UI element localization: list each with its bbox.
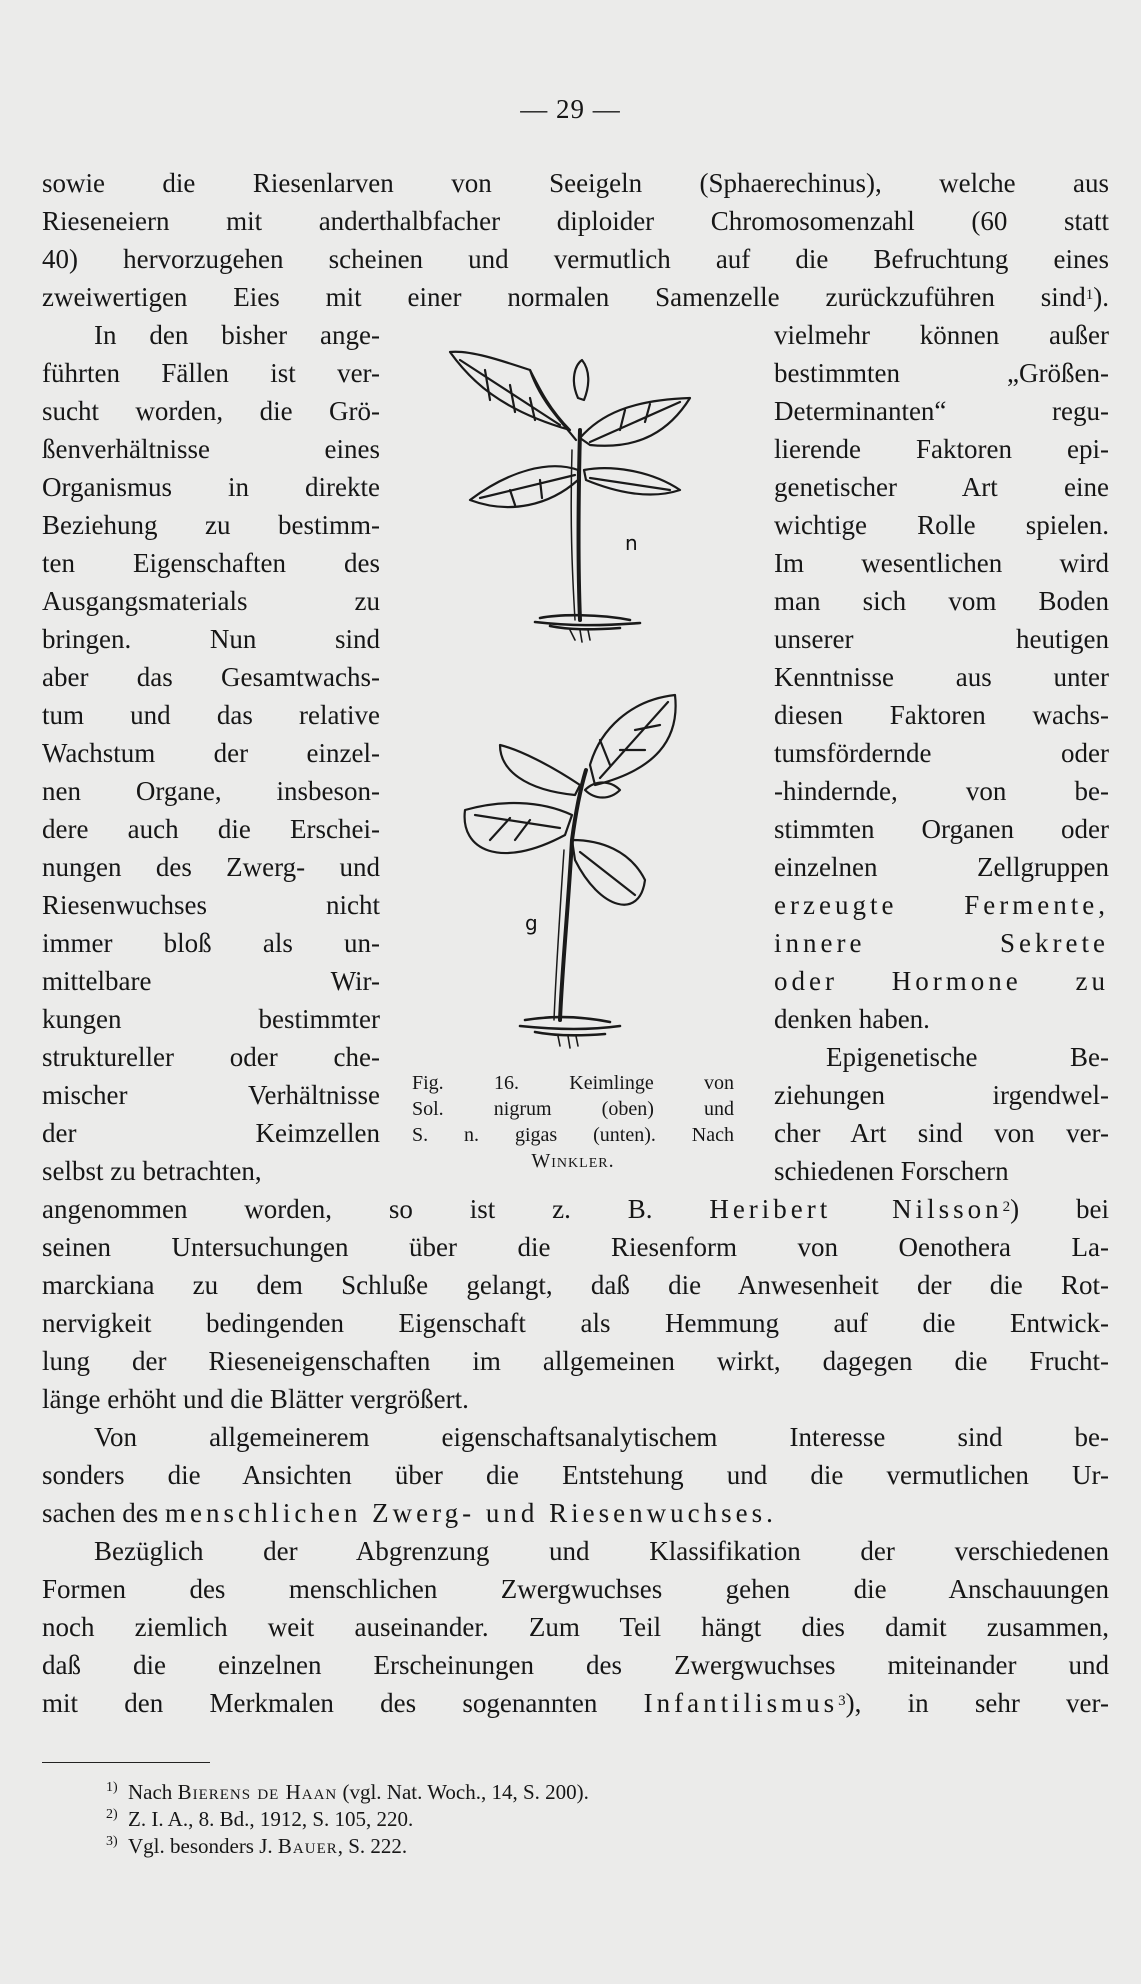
left-column-line: ten Eigenschaften des	[42, 548, 380, 578]
text-line	[42, 1380, 1109, 1418]
right-column-line: erzeugte Fermente,	[774, 890, 1109, 920]
footnote-text: Vgl. besonders J.	[128, 1834, 278, 1858]
text-segment: Von allgemeinerem eigenschaftsanalytischem Interesse sind be-	[94, 1422, 1109, 1452]
right-column-line: Epigenetische Be-	[826, 1042, 1109, 1072]
text-line	[42, 1304, 1109, 1342]
right-column-line: innere Sekrete	[774, 928, 1109, 958]
footnote-ref: 2	[1002, 1199, 1011, 1215]
text-segment: Bezüglich der Abgrenzung und Klassifikation der verschiedenen	[94, 1536, 1109, 1566]
text-segment: ) bei	[1010, 1194, 1109, 1224]
right-column-line: ziehungen irgendwel-	[774, 1080, 1109, 1110]
figure-caption	[412, 1070, 734, 1174]
left-column-line: Riesenwuchses nicht	[42, 890, 380, 920]
right-column-line: Im wesentlichen wird	[774, 548, 1109, 578]
text-segment: angenommen worden, so ist z. B.	[42, 1194, 710, 1224]
left-column-line: immer bloß als un-	[42, 928, 380, 958]
right-column-line: cher Art sind von ver-	[774, 1118, 1109, 1148]
text-segment: sonders die Ansichten über die Entstehung und die vermutlichen Ur-	[42, 1460, 1109, 1490]
right-column-line: unserer heutigen	[774, 624, 1109, 654]
left-column-line: dere auch die Erschei-	[42, 814, 380, 844]
right-column-line: schiedenen Forschern	[774, 1156, 1009, 1186]
spaced-emphasis: Heribert Nilsson	[709, 1194, 1003, 1224]
left-column-line: Ausgangsmaterials zu	[42, 586, 380, 616]
text-segment: seinen Untersuchungen über die Riesenform von Oenothera La-	[42, 1232, 1109, 1262]
seedling-g-drawing	[465, 695, 676, 1048]
footnote	[106, 1832, 408, 1860]
text-segment: ), in sehr ver-	[845, 1688, 1109, 1718]
footnote-text: , S. 222.	[337, 1834, 408, 1858]
right-column-line: einzelnen Zellgruppen	[774, 852, 1109, 882]
left-column-line: bringen. Nun sind	[42, 624, 380, 654]
text-line: 40) hervorzugehen scheinen und vermutlich auf die Befruchtung eines	[42, 244, 1109, 274]
right-column-line: oder Hormone zu	[774, 966, 1109, 996]
left-column-line: Organismus in direkte	[42, 472, 380, 502]
text-line	[42, 1532, 1109, 1570]
caption-line: S. n. gigas (unten). Nach	[412, 1124, 734, 1146]
right-column-line: denken haben.	[774, 1004, 930, 1034]
text-segment: .	[766, 1498, 773, 1528]
right-column-line: bestimmten „Größen-	[774, 358, 1109, 388]
page-number: — 29 —	[520, 94, 621, 124]
text-line	[42, 1608, 1109, 1646]
footnote-author: Bauer	[277, 1834, 338, 1858]
caption-line: Sol. nigrum (oben) und	[412, 1098, 734, 1120]
text-line	[42, 1494, 1109, 1532]
left-column-line: mittelbare Wir-	[42, 966, 380, 996]
text-segment: sachen des	[42, 1498, 165, 1528]
left-column-line: Wachstum der einzel-	[42, 738, 380, 768]
left-column-line: Beziehung zu bestimm-	[42, 510, 380, 540]
seedling-n-drawing	[450, 352, 690, 642]
text-segment: länge erhöht und die Blätter vergrößert.	[42, 1384, 469, 1414]
left-column-line: nungen des Zwerg- und	[42, 852, 380, 882]
right-column-line: Kenntnisse aus unter	[774, 662, 1109, 692]
left-column-line: struktureller oder che-	[42, 1042, 380, 1072]
left-column-line: nen Organe, insbeson-	[42, 776, 380, 806]
text-line: sowie die Riesenlarven von Seeigeln (Sphaerechinus), welche aus	[42, 168, 1109, 198]
footnote-author: Bierens de Haan	[177, 1780, 338, 1804]
left-column-line: ßenverhältnisse eines	[42, 434, 380, 464]
footnote-mark: 1)	[106, 1780, 118, 1795]
right-column-line: Determinanten“ regu-	[774, 396, 1109, 426]
text-line	[42, 1266, 1109, 1304]
text-line	[42, 1456, 1109, 1494]
left-column-line: selbst zu betrachten,	[42, 1156, 262, 1186]
text-line	[42, 1190, 1109, 1228]
caption-author: Winkler.	[531, 1150, 615, 1172]
left-column-line: In den bisher ange-	[94, 320, 380, 350]
text-line: Rieseneiern mit anderthalbfacher diploider Chromosomenzahl (60 statt	[42, 206, 1109, 236]
spaced-emphasis: menschlichen Zwerg- und Riesenwuchses	[164, 1498, 767, 1528]
text-segment: mit den Merkmalen des sogenannten	[42, 1688, 644, 1718]
right-column-line: lierende Faktoren epi-	[774, 434, 1109, 464]
left-column-line: mischer Verhältnisse	[42, 1080, 380, 1110]
seedling-figure	[430, 330, 710, 1060]
left-column-line: der Keimzellen	[42, 1118, 380, 1148]
text-line	[42, 1228, 1109, 1266]
text-segment: nervigkeit bedingenden Eigenschaft als Hemmung auf die Entwick-	[42, 1308, 1109, 1338]
text-line	[42, 1646, 1109, 1684]
footnote-text: Nach	[128, 1780, 178, 1804]
seedling-label-n: n	[625, 531, 638, 555]
text-segment: noch ziemlich weit auseinander. Zum Teil hängt dies damit zusammen,	[42, 1612, 1109, 1642]
text-line	[42, 1418, 1109, 1456]
text-line	[42, 1684, 1109, 1722]
footnote-rule	[42, 1762, 210, 1763]
text-segment: marckiana zu dem Schluße gelangt, daß die Anwesenheit der die Rot-	[42, 1270, 1109, 1300]
footnote-ref: 1	[1085, 287, 1094, 303]
left-column-line: sucht worden, die Grö-	[42, 396, 380, 426]
right-column-line: stimmten Organen oder	[774, 814, 1109, 844]
footnote	[106, 1778, 589, 1806]
left-column-line: führten Fällen ist ver-	[42, 358, 380, 388]
right-column-line: wichtige Rolle spielen.	[774, 510, 1109, 540]
caption-line: Fig. 16. Keimlinge von	[412, 1072, 734, 1094]
footnote-text: (vgl. Nat. Woch., 14, S. 200).	[337, 1780, 589, 1804]
footnote	[106, 1805, 414, 1833]
text-line	[42, 1342, 1109, 1380]
spaced-emphasis: Infantilismus	[643, 1688, 839, 1718]
text-segment: zweiwertigen Eies mit einer normalen Samenzelle zurückzuführen sind	[42, 282, 1086, 312]
text-line	[42, 1570, 1109, 1608]
right-column-line: vielmehr können außer	[774, 320, 1109, 350]
footnote-mark: 2)	[106, 1807, 118, 1822]
text-segment: ).	[1093, 282, 1109, 312]
text-segment: lung der Rieseneigenschaften im allgemeinen wirkt, dagegen die Frucht-	[42, 1346, 1109, 1376]
footnote-mark: 3)	[106, 1834, 118, 1849]
left-column-line: tum und das relative	[42, 700, 380, 730]
right-column-line: man sich vom Boden	[774, 586, 1109, 616]
right-column-line: -hindernde, von be-	[774, 776, 1109, 806]
seedling-label-g: g	[525, 911, 538, 935]
footnote-text: Z. I. A., 8. Bd., 1912, S. 105, 220.	[128, 1807, 414, 1831]
right-column-line: genetischer Art eine	[774, 472, 1109, 502]
text-segment: daß die einzelnen Erscheinungen des Zwergwuchses miteinander und	[42, 1650, 1109, 1680]
text-segment: Formen des menschlichen Zwergwuchses gehen die Anschauungen	[42, 1574, 1109, 1604]
text-line	[42, 278, 1109, 316]
left-column-line: kungen bestimmter	[42, 1004, 380, 1034]
right-column-line: diesen Faktoren wachs-	[774, 700, 1109, 730]
right-column-line: tumsfördernde oder	[774, 738, 1109, 768]
footnote-ref: 3	[838, 1693, 846, 1709]
left-column-line: aber das Gesamtwachs-	[42, 662, 380, 692]
